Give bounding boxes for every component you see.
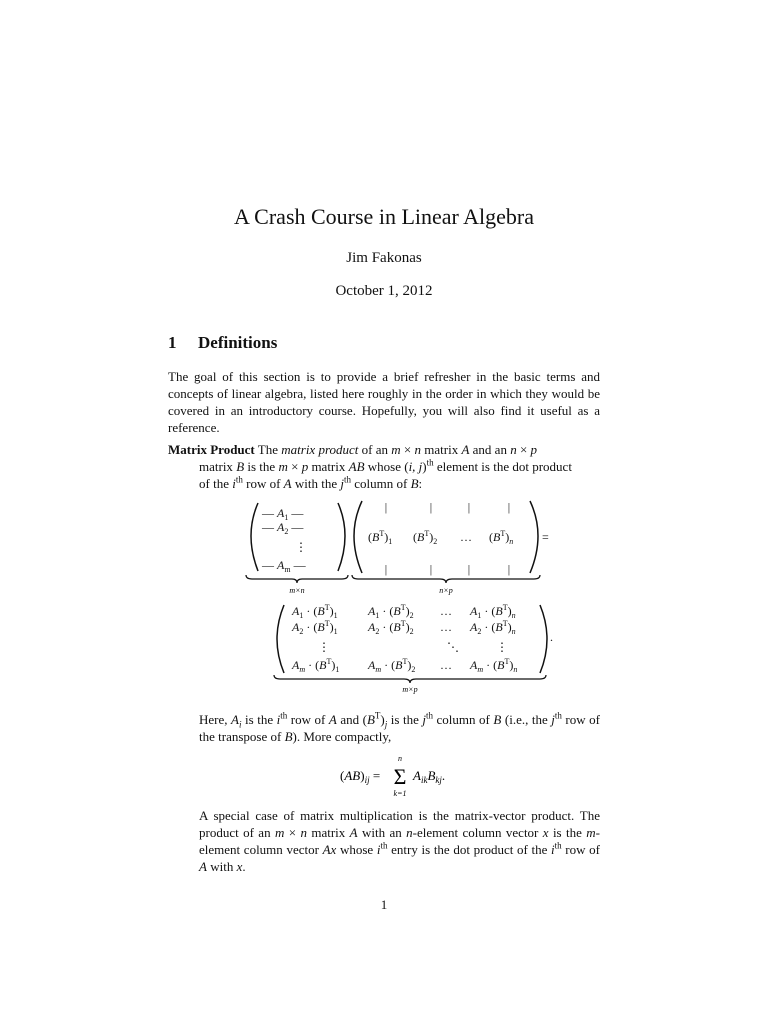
svg-text:…: … [440,658,452,672]
svg-text:|: | [507,562,511,576]
result-r2c2: $A_2 \cdot (B^T)_2$ [368,619,414,636]
brace-label-result: m×p [402,685,418,694]
svg-text:|: | [467,500,471,514]
svg-text:⋮: ⋮ [496,640,508,654]
page-number: 1 [380,897,388,912]
matrix-BT-col-n: $(B^T)_n$ [489,529,514,546]
matrix-A-row-2: — $A_2$ — [262,520,304,536]
svg-text:AikBkj.: $A_{ik}B_{kj}$. [413,768,446,785]
svg-text:…: … [440,620,452,634]
section-title: Definitions [198,333,278,352]
special-case-paragraph: A special case of matrix multiplication is the matrix-vector product. The product of an m × n matrix A with an n-element column vector x is the m-element column vector Ax whose $i^{th}$ entry is the dot product of the $i^{th}$ row of A with x. [199,808,601,874]
summation-formula [330,752,480,800]
result-rmc2: $A_m \cdot (B^T)_2$ [368,657,416,674]
right-paren-A [338,503,345,571]
svg-text:(AB)ij =: $(AB)_{ij}$ = [340,768,381,785]
svg-text:|: | [429,500,433,514]
matrix-A-vdots: ⋮ [295,540,307,554]
equals-sign: = [542,530,549,544]
svg-text:⋱: ⋱ [447,640,459,654]
definition-matrix-product: Matrix Product The matrix product of an m × n matrix A and an n × p matrix B is the m × p matrix AB whose (i, j)$^{th}$ element is the dot product of the $i^{th}$ row of A with the $j^{th}$ column of B: [168,442,572,491]
matrix-A-row-1: — $A_1$ — [262,506,304,522]
svg-text:|: | [467,562,471,576]
result-r2cn: $A_2 \cdot (B^T)_n$ [470,619,516,636]
brace-label-B: n×p [439,586,453,595]
left-paren-B [354,501,362,573]
document-author: Jim Fakonas [346,250,422,266]
result-rmcn: $A_m \cdot (B^T)_n$ [470,657,518,674]
brace-result [274,675,546,683]
matrix-product-equation [0,495,768,695]
explanation-paragraph: Here, $A_i$ is the $i^{th}$ row of A and $(B^T)_j$ is the $j^{th}$ column of B (i.e., the $j^{th}$ row of the transpose of B). More compactly, [199,710,600,744]
brace-B [352,575,540,583]
svg-text:|: | [384,500,388,514]
sum-lower: k=1 [393,789,407,798]
svg-text:…: … [440,604,452,618]
document-date: October 1, 2012 [335,283,433,299]
result-r1cn: $A_1 \cdot (B^T)_n$ [470,603,516,620]
matrix-A-row-m: — $A_m$ — [262,558,306,574]
result-r1c2: $A_1 \cdot (B^T)_2$ [368,603,414,620]
matrix-BT-col-1: $(B^T)_1$ [368,529,393,546]
definition-term: Matrix Product [168,442,255,457]
left-paren-result [277,605,284,673]
definition-text-before: The [257,442,279,457]
result-matrix [291,603,553,674]
matrix-BT-col-2: $(B^T)_2$ [413,529,438,546]
right-paren-result [540,605,547,673]
intro-paragraph: The goal of this section is to provide a brief refresher in the basic terms and concepts of linear algebra, listed here roughly in the order in which they would be covered in an introductory course. Hopefully, you will also find it useful as a reference. [168,369,600,435]
brace-label-A: m×n [289,586,305,595]
svg-text:|: | [429,562,433,576]
section-number: 1 [168,333,177,352]
sum-upper: n [398,754,402,763]
matrix-BT-dots: … [460,530,472,544]
sigma-icon: Σ [393,764,407,789]
svg-text:|: | [507,500,511,514]
result-rmc1: $A_m \cdot (B^T)_1$ [292,657,340,674]
svg-text:⋮: ⋮ [318,640,330,654]
left-paren-A [251,503,258,571]
result-r2c1: $A_2 \cdot (B^T)_1$ [292,619,338,636]
svg-text:|: | [384,562,388,576]
right-paren-B [530,501,538,573]
definition-italic-term: matrix product [281,442,359,457]
document-title: A Crash Course in Linear Algebra [234,204,534,229]
result-r1c1: $A_1 \cdot (B^T)_1$ [292,603,338,620]
section-heading [168,333,277,353]
brace-A [246,575,348,583]
trailing-period: . [550,630,553,644]
